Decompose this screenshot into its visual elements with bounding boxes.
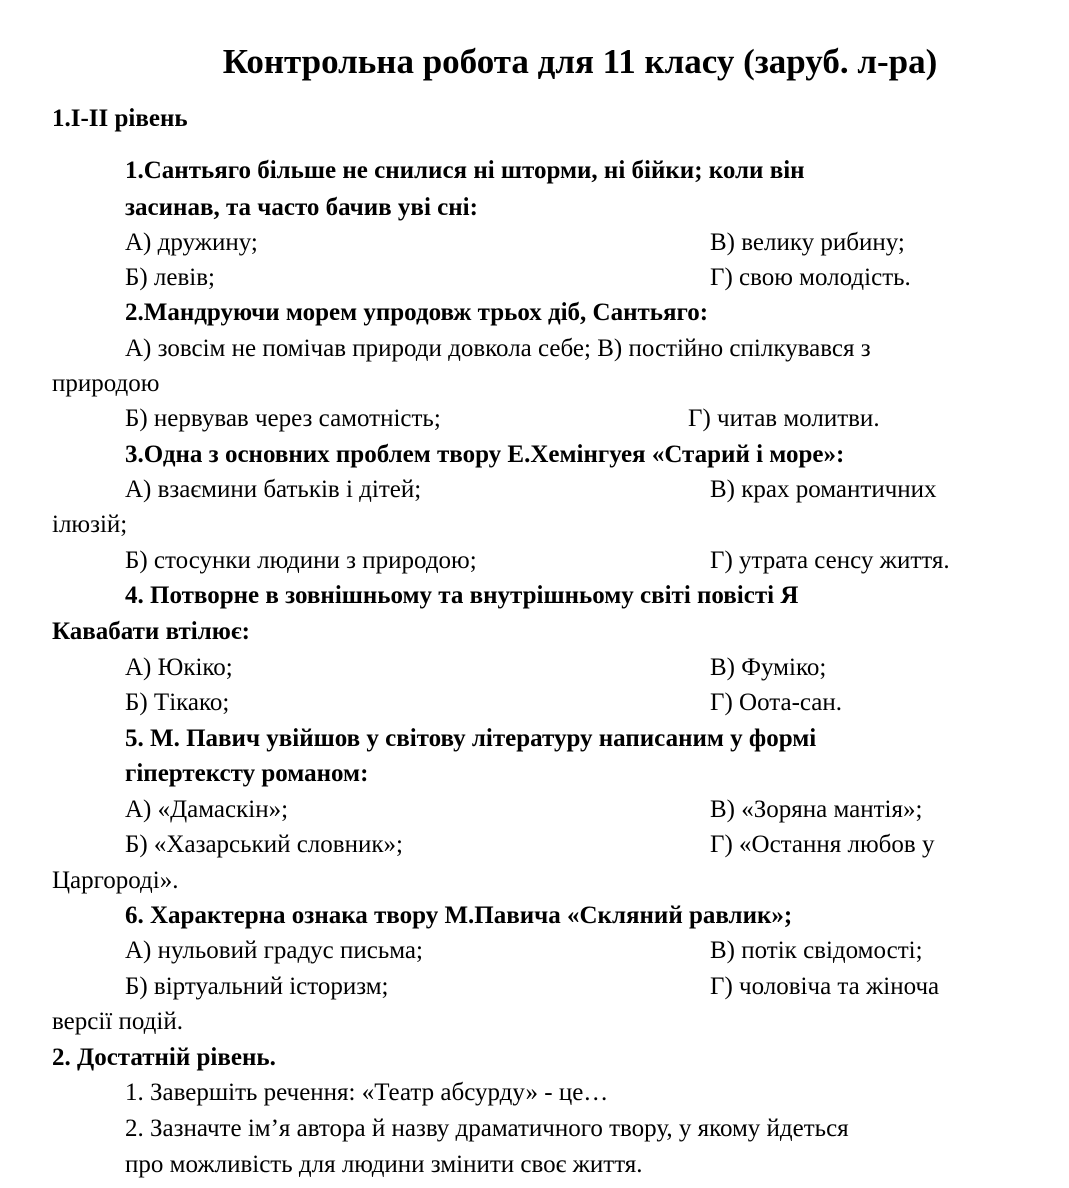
question-4-option-v: В) Фуміко; (710, 654, 827, 681)
question-5-text-line-2: гіпертексту романом: (125, 760, 369, 787)
question-3-option-v-continuation: ілюзій; (52, 511, 128, 538)
question-5-option-v: В) «Зоряна мантія»; (710, 796, 923, 823)
question-2-option-g: Г) читав молитви. (688, 405, 880, 432)
question-2-text: 2.Мандруючи морем упродовж трьох діб, Сантьяго: (125, 299, 709, 326)
question-1-option-g: Г) свою молодість. (710, 264, 911, 291)
question-4-option-b: Б) Тікако; (125, 689, 230, 716)
level-2-item-2-line-1: 2. Зазначте ім’я автора й назву драматичного твору, у якому йдеться (125, 1115, 849, 1142)
question-3-option-g: Г) утрата сенсу життя. (710, 547, 950, 574)
question-4-option-a: А) Юкіко; (125, 654, 233, 681)
question-4-text-line-2: Кавабати втілює: (52, 618, 250, 645)
level-2-item-1: 1. Завершіть речення: «Театр абсурду» - це… (125, 1079, 609, 1106)
question-6-option-b: Б) віртуальний історизм; (125, 973, 389, 1000)
question-2-option-b: Б) нервував через самотність; (125, 405, 441, 432)
question-3-option-v: В) крах романтичних (710, 476, 937, 503)
question-5-option-b: Б) «Хазарський словник»; (125, 831, 403, 858)
question-2-option-v-continuation: природою (52, 370, 160, 397)
section-heading-level-2: 2. Достатній рівень. (52, 1044, 276, 1071)
question-4-text-line-1: 4. Потворне в зовнішньому та внутрішньому світі повісті Я (125, 582, 799, 609)
question-1-text-line-2: засинав, та часто бачив уві сні: (125, 194, 478, 221)
question-3-option-b: Б) стосунки людини з природою; (125, 547, 477, 574)
question-5-option-g: Г) «Остання любов у (710, 831, 935, 858)
section-heading-level-1: 1.І-ІІ рівень (52, 105, 188, 132)
question-4-option-g: Г) Оота-сан. (710, 689, 843, 716)
question-1-text-line-1: 1.Сантьяго більше не снилися ні шторми, ні бійки; коли він (125, 157, 805, 184)
question-3-text: 3.Одна з основних проблем твору Е.Хемінгуея «Старий і море»: (125, 441, 845, 468)
question-6-option-v: В) потік свідомості; (710, 937, 923, 964)
question-1-option-b: Б) левів; (125, 264, 216, 291)
question-6-option-g: Г) чоловіча та жіноча (710, 973, 940, 1000)
question-6-option-a: А) нульовий градус письма; (125, 937, 423, 964)
question-1-option-a: А) дружину; (125, 229, 258, 256)
question-2-options-a-v: А) зовсім не помічав природи довкола себе; В) постійно спілкувався з (125, 335, 871, 362)
question-1-option-v: В) велику рибину; (710, 229, 905, 256)
question-5-option-g-continuation: Царгороді». (52, 867, 179, 894)
question-6-option-g-continuation: версії подій. (52, 1008, 183, 1035)
question-3-option-a: А) взаємини батьків і дітей; (125, 476, 422, 503)
page-title: Контрольна робота для 11 класу (заруб. л-ра) (222, 42, 938, 81)
question-6-text: 6. Характерна ознака твору М.Павича «Скляний равлик»; (125, 902, 793, 929)
question-5-option-a: А) «Дамаскін»; (125, 796, 289, 823)
level-2-item-2-line-2: про можливість для людини змінити своє життя. (125, 1151, 643, 1178)
question-5-text-line-1: 5. М. Павич увійшов у світову літературу написаним у формі (125, 725, 817, 752)
